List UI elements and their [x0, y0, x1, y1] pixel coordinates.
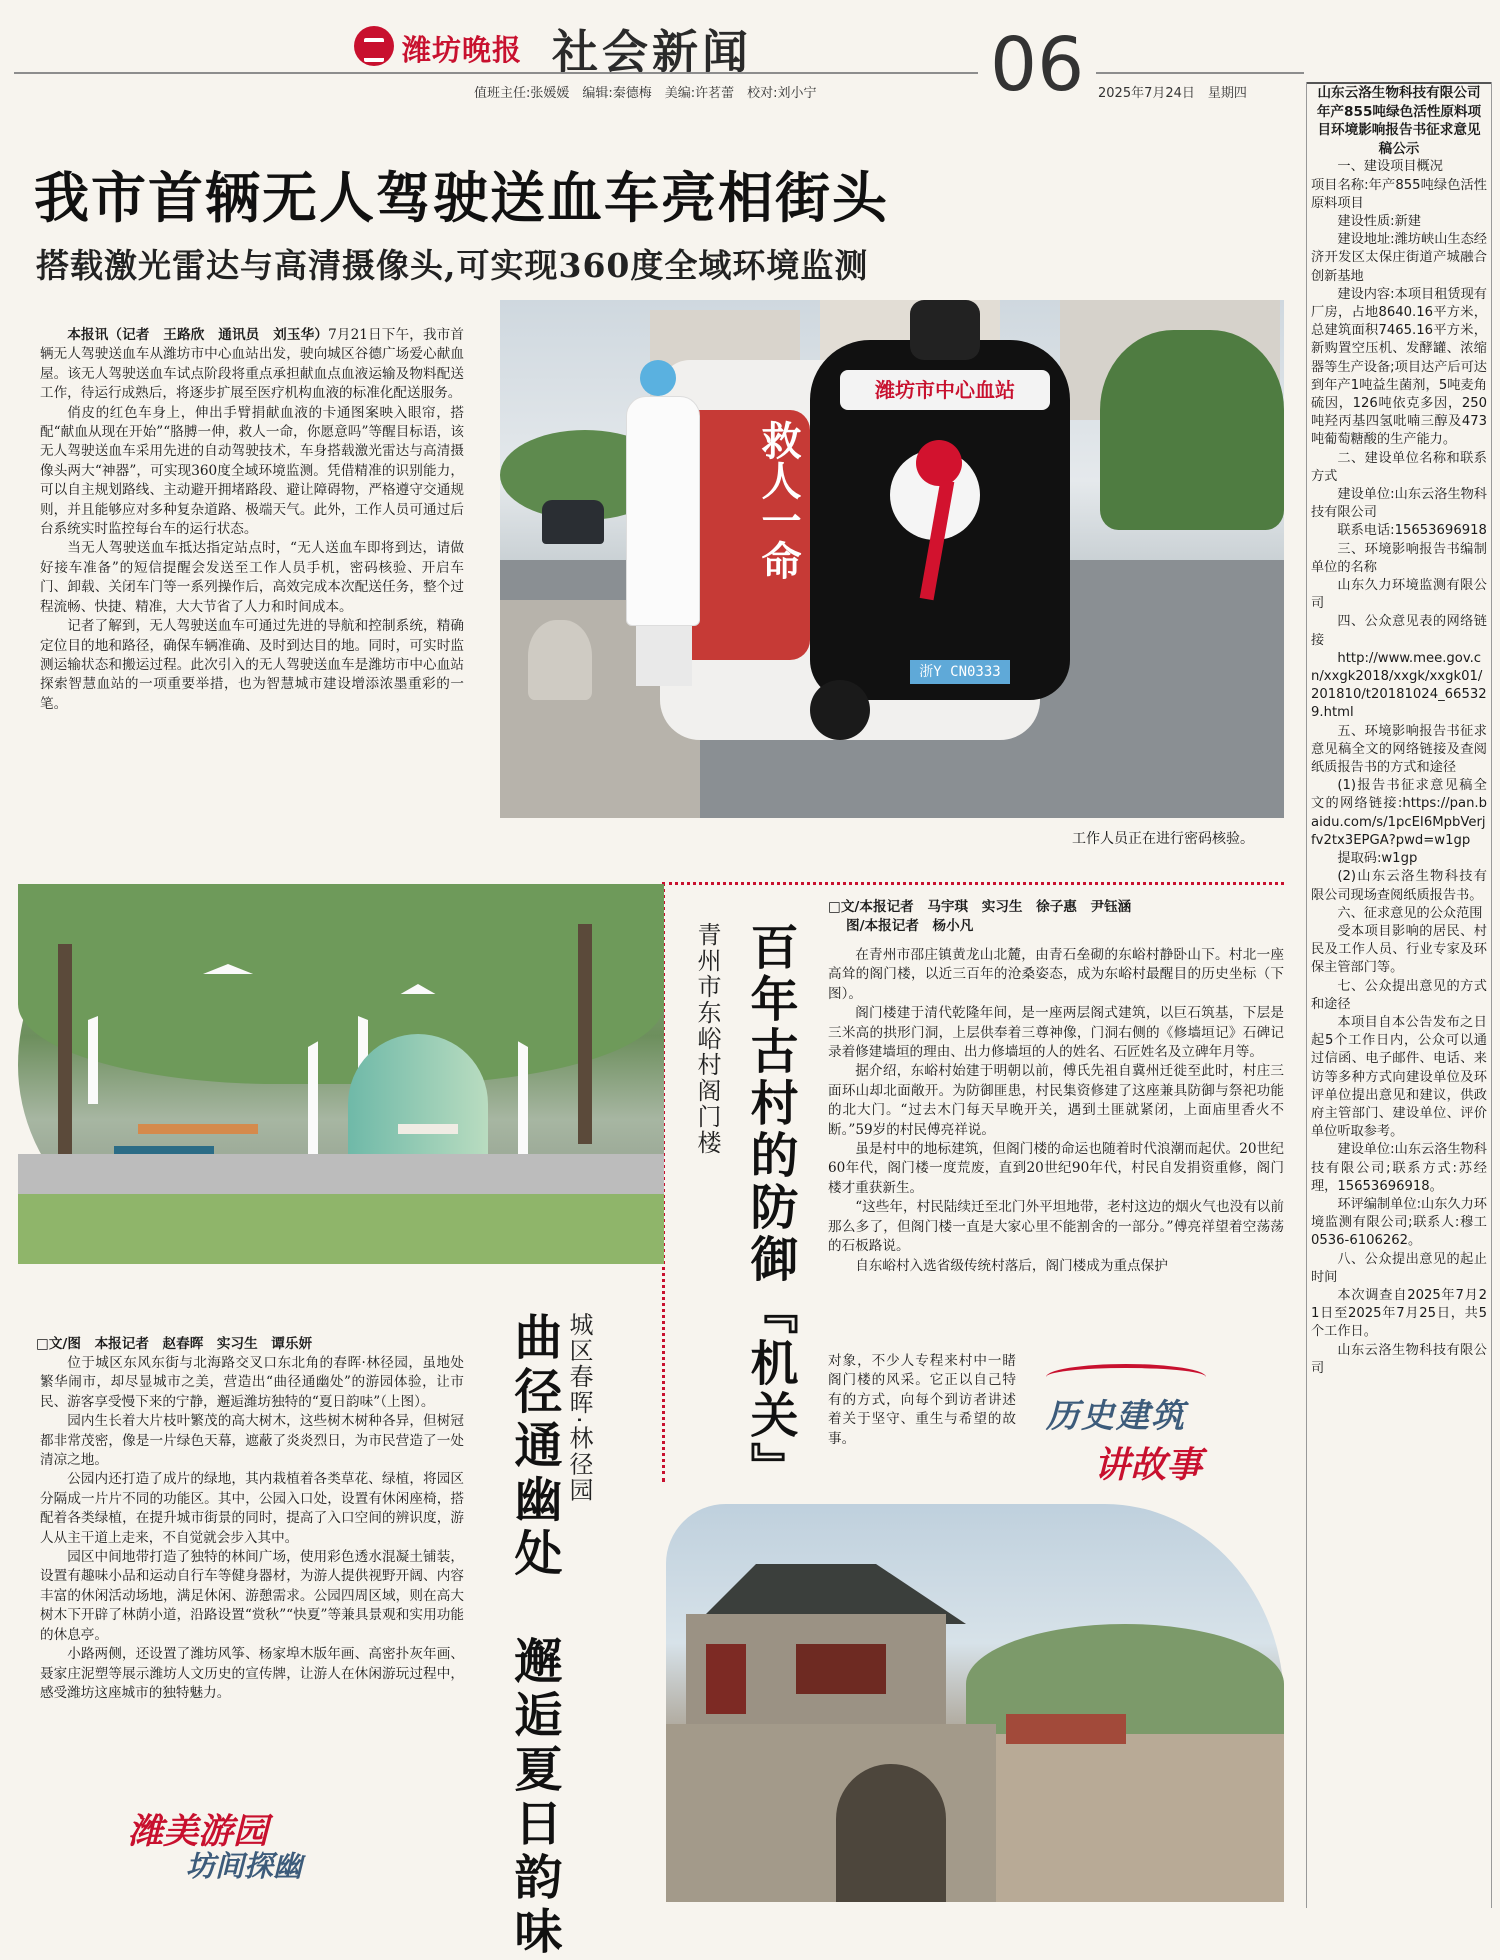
notice-paragraph: 三、环境影响报告书编制单位的名称 [1311, 541, 1487, 575]
pavilion-table [138, 1124, 258, 1134]
lead-paragraph-1: 本报讯（记者 王路欣 通讯员 刘玉华）7月21日下午，我市首辆无人驾驶送血车从潍坊市中心血站出发，驶向城区谷德广场爱心献血屋。该无人驾驶送血车试点阶段将重点承担献血点血液运输及物料配送工作，待运行成熟后，将逐步扩展至医疗机构血液的标准化配送服务。 [40, 327, 465, 402]
lead-headline: 我市首辆无人驾驶送血车亮相街头 [34, 166, 890, 230]
column-subtitle: 坊间探幽 [186, 1849, 303, 1883]
village-paragraph-5: “这些年，村民陆续迁至北门外平坦地带，老村这边的烟火气也没有以前那么多了，但阁门楼一直是大家心里不能割舍的一部分。”傅亮祥望着空荡荡的石板路说。 [828, 1199, 1284, 1255]
page-number: 06 [978, 28, 1096, 102]
notice-paragraph: 一、建设项目概况 [1337, 159, 1443, 175]
garden-headline: 曲径通幽处 邂逅夏日韵味 [506, 1312, 562, 1960]
photo-tree [1100, 330, 1284, 530]
public-notice [1306, 82, 1500, 1908]
notice-paragraph: 本项目自本公告发布之日起5个工作日内，公众可以通过信函、电子邮件、电话、来访等多种方式向建设单位及环评单位提出意见和建议，供政府主管部门、建设单位、评价单位听取参考。 [1311, 1014, 1487, 1140]
vehicle-front-label: 潍坊市中心血站 [840, 370, 1050, 410]
gate-tower-door [706, 1644, 746, 1714]
garden-paragraph-1: 位于城区东风东街与北海路交叉口东北角的春晖·林径园，虽地处繁华闹市，却尽显城市之美，营造出“曲径通幽处”的游园体验，让市民、游客享受慢下来的宁静，邂逅潍坊独特的“夏日韵味”（上图）。 [40, 1355, 464, 1410]
paper-name: 潍坊晚报 [402, 33, 523, 67]
newspaper-logo-icon [354, 26, 394, 66]
column-roof-icon [1046, 1364, 1206, 1390]
garden-paragraph-3: 公园内还打造了成片的绿地，其内栽植着各类草花、绿植，将园区分隔成一片片不同的功能区。其中，公园入口处，设置有休闲座椅，搭配着各类绿植，在提升城市街景的同时，提高了入口空间的辨识度，游人从主干道上走来，不自觉就会步入其中。 [40, 1471, 464, 1546]
village-paragraph-1: 在青州市邵庄镇黄龙山北麓，由青石垒砌的东峪村静卧山下。村北一座高耸的阁门楼，以近三百年的沧桑姿态，成为东峪村最醒目的历史坐标（下图）。 [828, 947, 1284, 1002]
notice-paragraph: 六、征求意见的公众范围 [1337, 905, 1483, 921]
lead-paragraph-3: 当无人驾驶送血车抵达指定站点时，“无人送血车即将到达，请做好接车准备”的短信提醒会发送至工作人员手机，密码核验、开启车门、卸载、关闭车门等一系列操作后，高效完成本次配送任务，整个过程流畅、快捷、精准，大大节省了人力和时间成本。 [40, 540, 464, 615]
column-logo-garden [128, 1804, 303, 1883]
notice-paragraph: 建设单位:山东云洛生物科技有限公司 [1311, 487, 1487, 521]
photo-bollard [528, 620, 592, 700]
notice-link[interactable]: http://www.mee.gov.cn/xxgk2018/xxgk/xxgk01/201810/t20181024_665329.html [1311, 650, 1487, 721]
notice-paragraph: (2)山东云洛生物科技有限公司现场查阅纸质报告书。 [1311, 869, 1487, 903]
gate-tower-photo [666, 1504, 1284, 1902]
garden-paragraph-4: 园区中间地带打造了独特的林间广场，使用彩色透水混凝土铺装，设置有趣味小品和运动自行车等健身器材，为游人提供视野开阔、内容丰富的休闲活动场地，满足休闲、游憩需求。公园四周区域，则在高大树木下开辟了林荫小道，沿路设置“赏秋”“快夏”等兼具景观和实用功能的休息亭。 [40, 1549, 464, 1643]
lead-paragraph-4: 记者了解到，无人驾驶送血车可通过先进的导航和控制系统，精确定位目的地和路径，确保车辆准确、及时到达目的地。同时，可实时监测运输状态和搬运过程。此次引入的无人驾驶送血车是潍坊市中心血站探索智慧血站的一项重要举措，也为智慧城市建设增添浓墨重彩的一笔。 [40, 618, 464, 712]
gate-archway [836, 1764, 946, 1902]
lead-subhead: 搭载激光雷达与高清摄像头,可实现360度全域环境监测 [36, 246, 869, 285]
notice-paragraph: 建设性质:新建 [1337, 213, 1421, 229]
village-headline: 百年古村的防御『机关』 [742, 922, 798, 1494]
notice-paragraph: 二、建设单位名称和联系方式 [1311, 450, 1487, 484]
village-article-body [828, 946, 1284, 1276]
notice-paragraph: 八、公众提出意见的起止时间 [1311, 1251, 1487, 1285]
worker-legs [636, 626, 692, 686]
photo-lawn [18, 1184, 664, 1264]
photo-car [542, 500, 604, 544]
gate-stone-base [666, 1724, 996, 1902]
notice-signature: 山东云洛生物科技有限公司 [1311, 1342, 1487, 1376]
column-title: 潍美游园 [128, 1812, 269, 1852]
village-paragraph-tail: 对象，不少人专程来村中一睹阁门楼的风采。它正以自己特有的方式，向每个到访者讲述着关于坚守、重生与希望的故事。 [828, 1353, 1016, 1447]
pavilion-table [398, 1124, 458, 1134]
masthead-rule [14, 72, 1304, 74]
notice-paragraph: 山东久力环境监测有限公司 [1311, 578, 1487, 612]
masthead [14, 10, 1304, 110]
notice-link[interactable]: (1)报告书征求意见稿全文的网络链接:https://pan.baidu.com/s/1pcEI6MpbVerjfv2tx3EPGA?pwd=w1gp [1311, 778, 1487, 848]
garden-byline: □文/图 本报记者 赵春晖 实习生 谭乐妍 [36, 1336, 313, 1352]
village-paragraph-4: 虽是村中的地标建筑，但阁门楼的命运也随着时代浪潮而起伏。20世纪60年代，阁门楼一度荒废，直到20世纪90年代，村民自发捐资重修，阁门楼才重获新生。 [828, 1141, 1284, 1196]
photo-paving [18, 1154, 664, 1194]
notice-paragraph: 本次调查自2025年7月21日至2025年7月25日，共5个工作日。 [1311, 1287, 1487, 1340]
village-byline: □文/本报记者 马宇琪 实习生 徐子惠 尹钰涵 图/本报记者 杨小凡 [828, 899, 1132, 934]
editor-credits: 值班主任:张媛媛 编辑:秦德梅 美编:许茗蕾 校对:刘小宁 [474, 86, 817, 101]
red-ribbon-flower [916, 440, 962, 486]
notice-paragraph: 建设地址:潍坊峡山生态经济开发区太保庄街道产城融合创新基地 [1311, 232, 1487, 284]
garden-paragraph-5: 小路两侧，还设置了潍坊风筝、杨家埠木版年画、高密扑灰年画、聂家庄泥塑等展示潍坊人文历史的宣传牌，让游人在休闲游玩过程中，感受潍坊这座城市的独特魅力。 [40, 1646, 464, 1701]
column-title: 历史建筑 [1046, 1396, 1186, 1435]
photo-caption: 工作人员正在进行密码核验。 [1072, 831, 1254, 847]
lead-article-body [40, 326, 464, 714]
notice-paragraph: 项目名称:年产855吨绿色活性原料项目 [1311, 177, 1487, 211]
gate-tower-window [796, 1644, 886, 1694]
worker-cap [640, 360, 676, 396]
notice-paragraph: 联系电话:15653696918 [1337, 523, 1487, 539]
column-logo-history [1046, 1390, 1282, 1488]
notice-paragraph: 建设单位:山东云洛生物科技有限公司;联系方式:苏经理，15653696918。 [1311, 1142, 1487, 1194]
blood-delivery-vehicle-photo [500, 300, 1284, 818]
notice-paragraph: 五、环境影响报告书征求意见稿全文的网络链接及查阅纸质报告书的方式和途径 [1311, 723, 1487, 776]
notice-paragraph: 提取码:w1gp [1337, 851, 1418, 867]
lidar-sensor [910, 300, 980, 360]
column-subtitle: 讲故事 [1094, 1445, 1203, 1486]
village-roof [1006, 1714, 1126, 1744]
notice-paragraph: 四、公众意见表的网络链接 [1311, 614, 1487, 648]
photo-tree-trunk [578, 924, 592, 1144]
issue-date: 2025年7月24日 星期四 [1098, 86, 1247, 101]
notice-paragraph: 建设内容:本项目租赁现有厂房，占地8640.16平方米，总建筑面积7465.16平方米，新购置空压机、发酵罐、浓缩器等生产设备;项目达产后可达到年产1吨益生菌剂，5吨麦角硫因，126吨依克多因，250吨羟丙基四氢吡喃三醇及473吨葡萄糖酸的生产能力。 [1311, 286, 1487, 448]
section-title: 社会新闻 [552, 25, 752, 79]
village-paragraph-2: 阁门楼建于清代乾隆年间，是一座两层阁式建筑，以巨石筑基，下层是三米高的拱形门洞，上层供奉着三尊神像，门洞右侧的《修墙垣记》石碑记录着修建墙垣的理由、出力修墙垣的人的姓名、石匠姓名及立碑年月等。 [828, 1005, 1284, 1061]
vehicle-slogan: 救人一命 [755, 420, 801, 580]
worker-coat [626, 396, 700, 626]
garden-article-body [40, 1354, 464, 1703]
lead-paragraph-2: 俏皮的红色车身上，伸出手臂捐献血液的卡通图案映入眼帘，搭配“献血从现在开始”“胳膊一伸，救人一命，你愿意吗”等醒目标语，该无人驾驶送血车采用先进的自动驾驶技术，车身搭载激光雷达与高清摄像头两大“神器”，可实现360度全域环境监测。凭借精准的识别能力，可以自主规划路线、主动避开拥堵路段、避让障碍物，严格遵守交通规则，并且能够应对多种复杂道路、极端天气。此外，工作人员可通过后台系统实时监控每台车的运行状态。 [40, 404, 464, 538]
garden-kicker: 城区春晖·林径园 [565, 1312, 593, 1504]
notice-paragraph: 环评编制单位:山东久力环境监测有限公司;联系人:穆工 0536-6106262。 [1311, 1196, 1500, 1249]
village-wall [996, 1734, 1284, 1902]
garden-paragraph-2: 园内生长着大片枝叶繁茂的高大树木，这些树木树种各异，但树冠都非常茂密，像是一片绿色天幕，遮蔽了炎炎烈日，为市民营造了一处清凉之地。 [40, 1413, 464, 1469]
notice-paragraph: 七、公众提出意见的方式和途径 [1311, 978, 1487, 1012]
vehicle-wheel [810, 680, 870, 740]
garden-pavilion-photo [18, 884, 664, 1264]
village-paragraph-6: 自东峪村入选省级传统村落后，阁门楼成为重点保护 [855, 1257, 1168, 1274]
license-plate: 浙Y CN0333 [910, 660, 1010, 684]
village-paragraph-3: 据介绍，东峪村始建于明朝以前，傅氏先祖自冀州迁徙至此时，村庄三面环山却北面敞开。为防御匪患，村民集资修建了这座兼具防御与祭祀功能的北大门。“过去木门每天早晚开关，遇到土匪就紧闭，上面庙里香火不断。”59岁的村民傅亮祥说。 [828, 1063, 1284, 1138]
notice-title: 山东云洛生物科技有限公司年产855吨绿色活性原料项目环境影响报告书征求意见稿公示 [1316, 85, 1482, 157]
notice-paragraph: 受本项目影响的居民、村民及工作人员、行业专家及环保主管部门等。 [1311, 923, 1487, 976]
section-divider-horizontal [662, 882, 1284, 885]
village-kicker: 青州市东峪村阁门楼 [693, 922, 721, 1156]
lead-byline: 本报讯（记者 王路欣 通讯员 刘玉华） [67, 327, 329, 343]
photo-tree-trunk [58, 944, 72, 1164]
